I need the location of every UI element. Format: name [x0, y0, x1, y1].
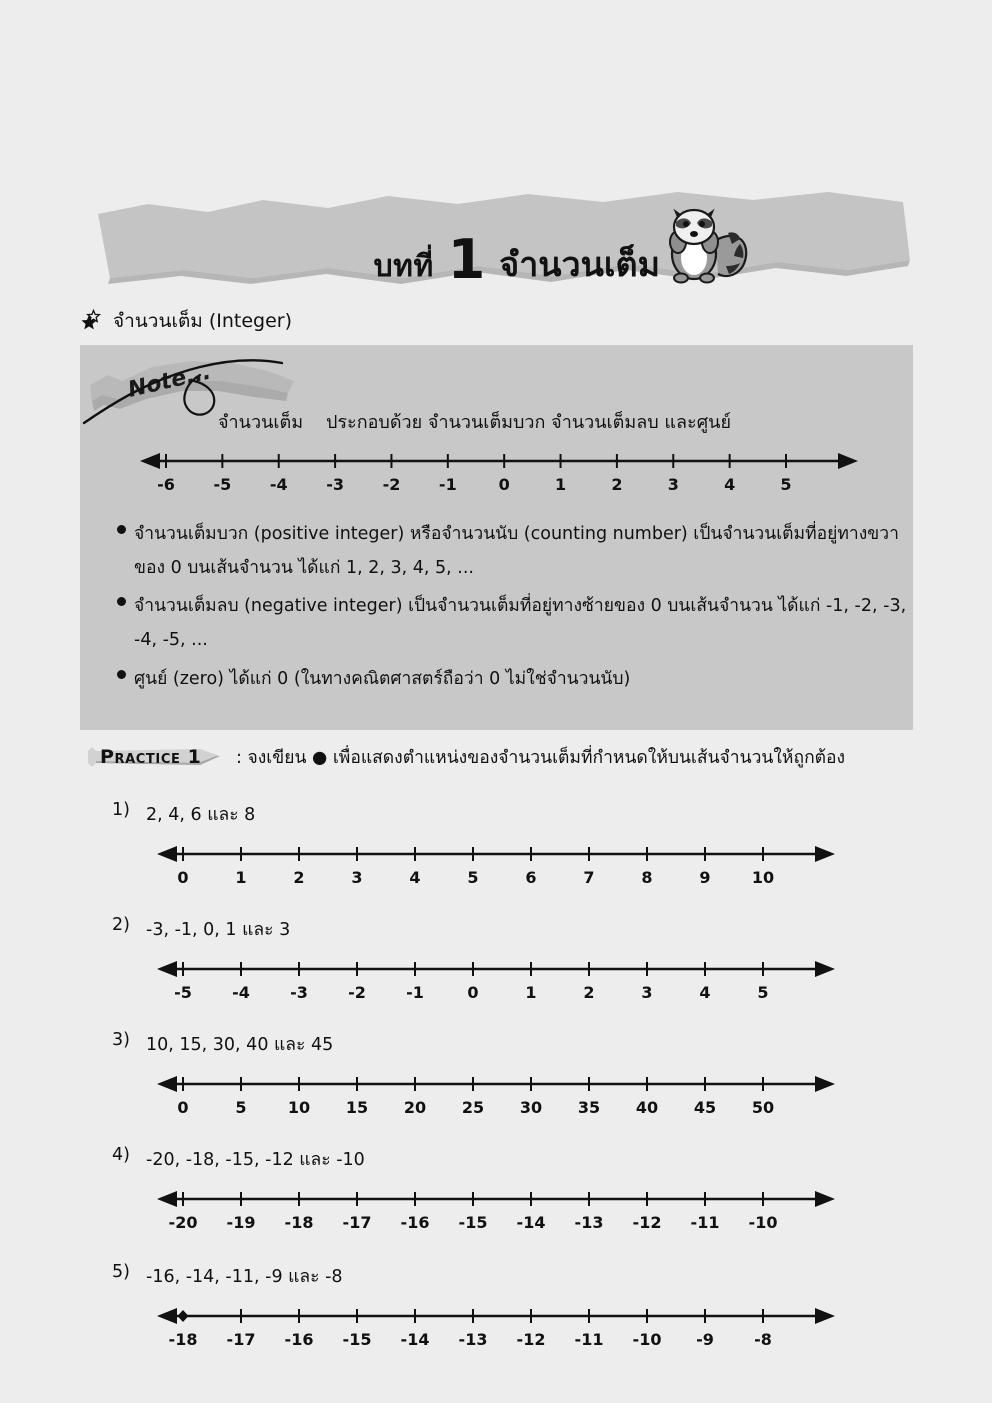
svg-text:0: 0 [498, 475, 510, 494]
exercise-numberline[interactable] [155, 838, 835, 896]
svg-text:1: 1 [554, 475, 567, 494]
svg-text:-5: -5 [213, 475, 232, 494]
svg-text:1: 1 [525, 983, 537, 1002]
svg-text:0: 0 [177, 1098, 189, 1117]
exercise-number: 2) [112, 915, 130, 935]
svg-text:3: 3 [667, 475, 679, 494]
exercise-numberline[interactable] [155, 1068, 835, 1126]
note-definition: จำนวนเต็ม ประกอบด้วย จำนวนเต็มบวก จำนวนเต็มลบ และศูนย์ [218, 412, 731, 433]
chapter-number: 1 [447, 227, 486, 291]
svg-text:2: 2 [611, 475, 623, 494]
svg-text:5: 5 [467, 868, 479, 887]
note-numberline [138, 445, 858, 507]
svg-text:-14: -14 [400, 1330, 430, 1349]
svg-text:10: 10 [751, 868, 775, 887]
svg-text:25: 25 [461, 1098, 485, 1117]
svg-text:6: 6 [525, 868, 537, 887]
practice-label: Practice 1 [100, 746, 202, 768]
svg-text:-18: -18 [168, 1330, 198, 1349]
exercise-number: 1) [112, 800, 130, 820]
list-item [108, 662, 908, 696]
svg-text:0: 0 [467, 983, 479, 1002]
chapter-title [300, 212, 660, 291]
svg-text:-16: -16 [284, 1330, 314, 1349]
exercise-prompt [112, 800, 255, 828]
svg-text:-11: -11 [574, 1330, 604, 1349]
bullet-dot-icon [108, 517, 134, 534]
svg-text:7: 7 [583, 868, 595, 887]
svg-text:35: 35 [577, 1098, 601, 1117]
svg-text:8: 8 [641, 868, 653, 887]
svg-text:4: 4 [724, 475, 736, 494]
exercise-values: -3, -1, 0, 1 และ 3 [146, 920, 291, 940]
chapter-subject: จำนวนเต็ม [499, 245, 660, 285]
svg-text:Note...: Note... [125, 359, 214, 403]
exercise-number: 4) [112, 1145, 130, 1165]
svg-text:40: 40 [635, 1098, 659, 1117]
svg-text:50: 50 [751, 1098, 775, 1117]
svg-text:-11: -11 [690, 1213, 720, 1232]
svg-text:-5: -5 [174, 983, 192, 1002]
svg-text:-19: -19 [226, 1213, 256, 1232]
svg-text:5: 5 [780, 475, 792, 494]
svg-text:3: 3 [351, 868, 363, 887]
svg-text:5: 5 [757, 983, 769, 1002]
practice-ribbon [88, 742, 228, 772]
svg-text:-17: -17 [342, 1213, 372, 1232]
svg-text:-9: -9 [696, 1330, 714, 1349]
exercise-prompt [112, 1145, 365, 1173]
bullet-text: จำนวนเต็มบวก (positive integer) หรือจำนวนนับ (counting number) เป็นจำนวนเต็มที่อยู่ทางขวาของ 0 บนเส้นจำนวน ได้แก่ 1, 2, 3, 4, 5, ... [134, 524, 899, 579]
svg-text:4: 4 [699, 983, 711, 1002]
exercise-numberline[interactable] [155, 1300, 835, 1358]
svg-text:-15: -15 [342, 1330, 372, 1349]
raccoon-mascot-icon [650, 196, 755, 288]
star-icon [80, 309, 104, 333]
svg-text:4: 4 [409, 868, 421, 887]
svg-text:-3: -3 [290, 983, 308, 1002]
practice-header [88, 742, 845, 772]
svg-text:-20: -20 [168, 1213, 198, 1232]
svg-text:-6: -6 [157, 475, 175, 494]
exercise-values: 2, 4, 6 และ 8 [146, 805, 256, 825]
svg-text:-16: -16 [400, 1213, 430, 1232]
exercise-numberline[interactable] [155, 953, 835, 1011]
note-bullet-list [108, 517, 908, 700]
svg-text:10: 10 [287, 1098, 311, 1117]
svg-text:-2: -2 [348, 983, 366, 1002]
svg-text:-4: -4 [269, 475, 288, 494]
bullet-text: ศูนย์ (zero) ได้แก่ 0 (ในทางคณิตศาสตร์ถือว่า 0 ไม่ใช่จำนวนนับ) [134, 668, 631, 689]
svg-text:15: 15 [345, 1098, 369, 1117]
exercise-values: 10, 15, 30, 40 และ 45 [146, 1035, 334, 1055]
svg-text:20: 20 [403, 1098, 427, 1117]
section-heading [80, 306, 292, 336]
section-heading-text: จำนวนเต็ม (Integer) [113, 310, 293, 332]
svg-text:-4: -4 [232, 983, 250, 1002]
exercise-prompt [112, 1262, 343, 1290]
svg-text:-1: -1 [438, 475, 457, 494]
svg-text:-15: -15 [458, 1213, 488, 1232]
practice-instruction: : จงเขียน ● เพื่อแสดงตำแหน่งของจำนวนเต็มที่กำหนดให้บนเส้นจำนวนให้ถูกต้อง [236, 748, 846, 768]
exercise-prompt [112, 915, 290, 943]
svg-text:-10: -10 [748, 1213, 778, 1232]
svg-text:-12: -12 [632, 1213, 662, 1232]
svg-text:45: 45 [693, 1098, 717, 1117]
list-item [108, 517, 908, 585]
svg-text:3: 3 [641, 983, 653, 1002]
list-item [108, 589, 908, 657]
svg-text:-2: -2 [382, 475, 401, 494]
svg-text:-3: -3 [326, 475, 344, 494]
exercise-prompt [112, 1030, 333, 1058]
exercise-number: 3) [112, 1030, 130, 1050]
chapter-label: บทที่ [373, 249, 434, 284]
svg-text:-13: -13 [458, 1330, 488, 1349]
bullet-text: จำนวนเต็มลบ (negative integer) เป็นจำนวนเต็มที่อยู่ทางซ้ายของ 0 บนเส้นจำนวน ได้แก่ -1, -2, -3, -4, -5, ... [134, 596, 907, 651]
svg-text:0: 0 [177, 868, 189, 887]
svg-text:2: 2 [583, 983, 595, 1002]
svg-text:-10: -10 [632, 1330, 662, 1349]
svg-text:-17: -17 [226, 1330, 256, 1349]
svg-text:-8: -8 [754, 1330, 772, 1349]
exercise-numberline[interactable] [155, 1183, 835, 1241]
exercise-values: -16, -14, -11, -9 และ -8 [146, 1267, 343, 1287]
bullet-dot-icon [108, 589, 134, 606]
svg-text:1: 1 [235, 868, 247, 887]
svg-text:-12: -12 [516, 1330, 546, 1349]
exercise-values: -20, -18, -15, -12 และ -10 [146, 1150, 365, 1170]
svg-text:30: 30 [519, 1098, 543, 1117]
note-box [80, 345, 913, 730]
svg-text:9: 9 [699, 868, 711, 887]
svg-text:-13: -13 [574, 1213, 604, 1232]
bullet-dot-icon [108, 662, 134, 679]
svg-text:-14: -14 [516, 1213, 546, 1232]
svg-text:-1: -1 [406, 983, 424, 1002]
svg-text:-18: -18 [284, 1213, 314, 1232]
svg-text:5: 5 [235, 1098, 247, 1117]
exercise-number: 5) [112, 1262, 130, 1282]
svg-text:2: 2 [293, 868, 305, 887]
